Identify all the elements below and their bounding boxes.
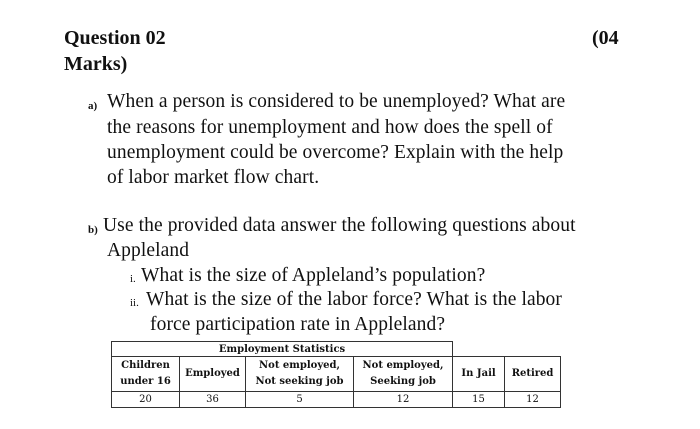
value-children-under-16: 20 <box>112 392 180 408</box>
part-b-label: b) <box>88 224 98 236</box>
part-a-line-4: of labor market flow chart. <box>107 167 320 188</box>
value-not-employed-not-seeking: 5 <box>246 392 354 408</box>
header-not-seeking-line-1: Not employed, <box>259 360 340 371</box>
table-caption: Employment Statistics <box>112 342 453 357</box>
question-marks: (04 <box>592 27 619 49</box>
sub-i-label: i. <box>130 273 136 285</box>
header-not-seeking-line-2: Not seeking job <box>255 376 344 387</box>
employment-statistics-table <box>111 341 561 408</box>
table-caption-blank <box>453 342 561 357</box>
header-in-jail-line-1: In Jail <box>461 368 496 379</box>
part-a-line-2: the reasons for unemployment and how does the spell of <box>107 117 553 138</box>
sub-i-line-1: What is the size of Appleland’s population? <box>141 265 486 286</box>
part-a-label: a) <box>88 100 98 112</box>
header-in-jail <box>453 357 505 392</box>
header-seeking-line-1: Not employed, <box>362 360 444 371</box>
sub-ii-line-2: force participation rate in Appleland? <box>150 314 446 335</box>
header-retired-line-1: Retired <box>511 368 554 379</box>
header-retired <box>505 357 561 392</box>
value-employed: 36 <box>180 392 246 408</box>
part-b-line-1: Use the provided data answer the following questions about <box>103 215 576 236</box>
header-not-employed-not-seeking <box>246 357 354 392</box>
part-b-line-2: Appleland <box>107 240 190 261</box>
header-employed-line-1: Employed <box>185 368 240 379</box>
header-children-line-2: under 16 <box>120 376 171 387</box>
header-children-under-16 <box>112 357 180 392</box>
question-title: Question 02 <box>64 27 166 49</box>
sub-ii-label: ii. <box>130 297 139 309</box>
sub-ii-line-1: What is the size of the labor force? What is the labor <box>146 289 563 310</box>
part-a-line-1: When a person is considered to be unemployed? What are <box>107 91 566 112</box>
value-in-jail: 15 <box>453 392 505 408</box>
question-marks-cont: Marks) <box>64 53 128 75</box>
value-not-employed-seeking: 12 <box>354 392 453 408</box>
value-retired: 12 <box>505 392 561 408</box>
header-seeking-line-2: Seeking job <box>370 376 436 387</box>
header-employed <box>180 357 246 392</box>
table-row <box>112 392 561 408</box>
header-children-line-1: Children <box>121 360 170 371</box>
header-not-employed-seeking <box>354 357 453 392</box>
part-a-line-3: unemployment could be overcome? Explain with the help <box>107 142 564 163</box>
